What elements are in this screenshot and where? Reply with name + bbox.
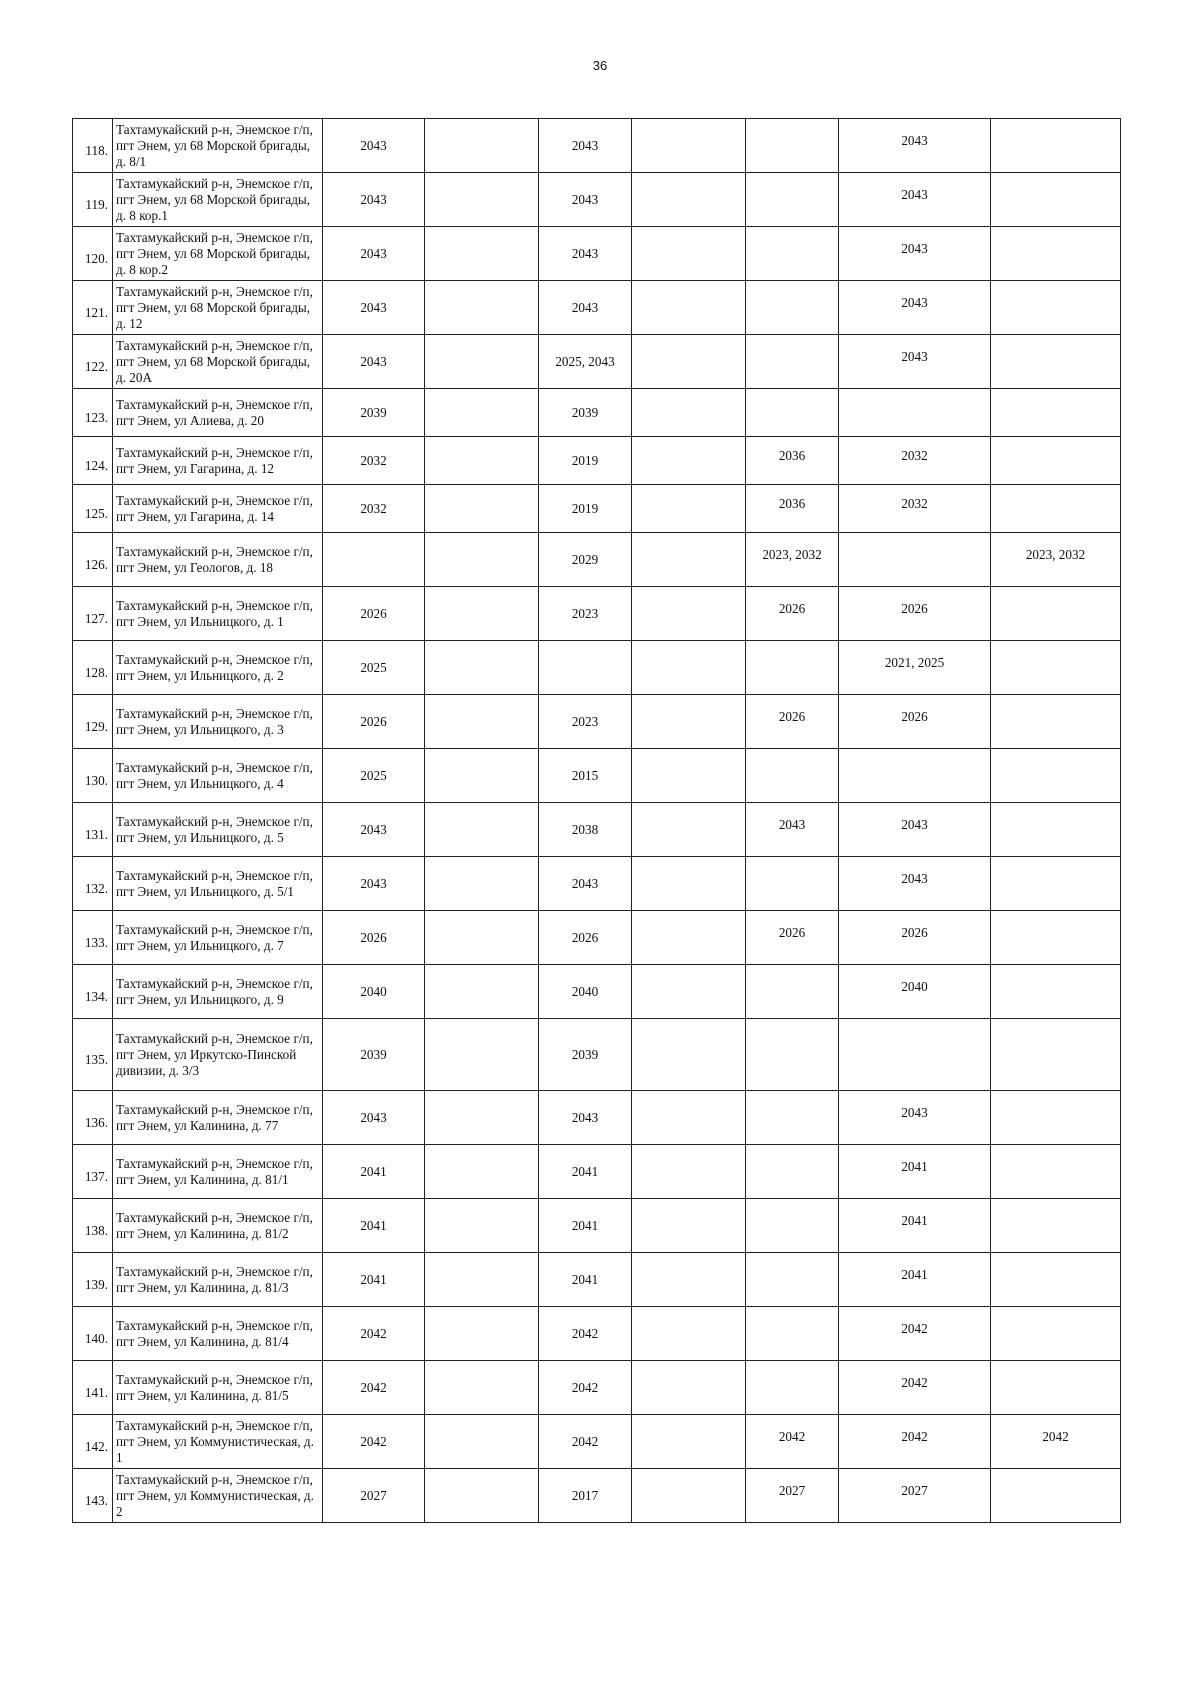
address-cell: Тахтамукайский р-н, Энемское г/п, пгт Энем, ул Ильницкого, д. 9 — [113, 965, 323, 1019]
value-cell-5: 2036 — [746, 485, 839, 533]
row-number-cell: 126. — [73, 533, 113, 587]
row-number-cell: 139. — [73, 1253, 113, 1307]
address-cell: Тахтамукайский р-н, Энемское г/п, пгт Энем, ул Коммунистическая, д. 2 — [113, 1469, 323, 1523]
value-cell-5: 2027 — [746, 1469, 839, 1523]
page-number: 36 — [592, 58, 608, 73]
value-cell-1: 2042 — [323, 1415, 425, 1469]
value-cell-3: 2041 — [539, 1253, 632, 1307]
value-cell-5 — [746, 1361, 839, 1415]
table-row — [73, 911, 1121, 965]
value-cell-3: 2039 — [539, 389, 632, 437]
table-row — [73, 173, 1121, 227]
row-number-cell: 121. — [73, 281, 113, 335]
value-cell-5 — [746, 335, 839, 389]
table-row — [73, 1307, 1121, 1361]
value-cell-7 — [991, 437, 1121, 485]
value-cell-7 — [991, 1091, 1121, 1145]
value-cell-2 — [425, 281, 539, 335]
value-cell-3: 2043 — [539, 1091, 632, 1145]
value-cell-4 — [632, 227, 746, 281]
row-number-cell: 140. — [73, 1307, 113, 1361]
table-row — [73, 749, 1121, 803]
value-cell-1: 2039 — [323, 389, 425, 437]
value-cell-5 — [746, 749, 839, 803]
value-cell-7 — [991, 1361, 1121, 1415]
address-cell: Тахтамукайский р-н, Энемское г/п, пгт Энем, ул Ильницкого, д. 2 — [113, 641, 323, 695]
value-cell-1: 2039 — [323, 1019, 425, 1091]
value-cell-5: 2042 — [746, 1415, 839, 1469]
value-cell-2 — [425, 1415, 539, 1469]
value-cell-5 — [746, 1253, 839, 1307]
value-cell-3: 2043 — [539, 227, 632, 281]
value-cell-5: 2043 — [746, 803, 839, 857]
value-cell-4 — [632, 803, 746, 857]
table-row — [73, 1199, 1121, 1253]
value-cell-2 — [425, 1145, 539, 1199]
address-cell: Тахтамукайский р-н, Энемское г/п, пгт Энем, ул Ильницкого, д. 5 — [113, 803, 323, 857]
address-cell: Тахтамукайский р-н, Энемское г/п, пгт Энем, ул 68 Морской бригады, д. 8 кор.2 — [113, 227, 323, 281]
value-cell-4 — [632, 1307, 746, 1361]
row-number-cell: 132. — [73, 857, 113, 911]
value-cell-6: 2041 — [839, 1145, 991, 1199]
value-cell-5 — [746, 1307, 839, 1361]
value-cell-4 — [632, 1415, 746, 1469]
value-cell-1: 2026 — [323, 695, 425, 749]
table-row — [73, 281, 1121, 335]
value-cell-1: 2043 — [323, 335, 425, 389]
address-cell: Тахтамукайский р-н, Энемское г/п, пгт Энем, ул Иркутско-Пинской дивизии, д. 3/3 — [113, 1019, 323, 1091]
value-cell-7 — [991, 911, 1121, 965]
value-cell-7 — [991, 803, 1121, 857]
address-cell: Тахтамукайский р-н, Энемское г/п, пгт Энем, ул Калинина, д. 81/2 — [113, 1199, 323, 1253]
value-cell-4 — [632, 857, 746, 911]
value-cell-2 — [425, 911, 539, 965]
value-cell-6: 2026 — [839, 695, 991, 749]
value-cell-7 — [991, 389, 1121, 437]
value-cell-5: 2026 — [746, 695, 839, 749]
address-cell: Тахтамукайский р-н, Энемское г/п, пгт Энем, ул 68 Морской бригады, д. 8/1 — [113, 119, 323, 173]
value-cell-6: 2043 — [839, 857, 991, 911]
row-number-cell: 131. — [73, 803, 113, 857]
value-cell-2 — [425, 227, 539, 281]
table-row — [73, 803, 1121, 857]
value-cell-7: 2042 — [991, 1415, 1121, 1469]
row-number-cell: 142. — [73, 1415, 113, 1469]
value-cell-3: 2041 — [539, 1145, 632, 1199]
value-cell-3: 2042 — [539, 1415, 632, 1469]
address-cell: Тахтамукайский р-н, Энемское г/п, пгт Энем, ул 68 Морской бригады, д. 8 кор.1 — [113, 173, 323, 227]
value-cell-6: 2026 — [839, 587, 991, 641]
value-cell-5 — [746, 1091, 839, 1145]
address-cell: Тахтамукайский р-н, Энемское г/п, пгт Энем, ул Геологов, д. 18 — [113, 533, 323, 587]
table-row — [73, 1253, 1121, 1307]
value-cell-1: 2042 — [323, 1361, 425, 1415]
value-cell-7 — [991, 173, 1121, 227]
value-cell-7 — [991, 335, 1121, 389]
value-cell-1: 2043 — [323, 119, 425, 173]
row-number-cell: 123. — [73, 389, 113, 437]
address-cell: Тахтамукайский р-н, Энемское г/п, пгт Энем, ул Калинина, д. 81/1 — [113, 1145, 323, 1199]
value-cell-2 — [425, 749, 539, 803]
value-cell-2 — [425, 1307, 539, 1361]
value-cell-4 — [632, 119, 746, 173]
value-cell-4 — [632, 1199, 746, 1253]
value-cell-5 — [746, 1019, 839, 1091]
value-cell-6 — [839, 1019, 991, 1091]
value-cell-2 — [425, 533, 539, 587]
value-cell-4 — [632, 965, 746, 1019]
value-cell-3: 2026 — [539, 911, 632, 965]
value-cell-7 — [991, 281, 1121, 335]
value-cell-4 — [632, 1019, 746, 1091]
address-cell: Тахтамукайский р-н, Энемское г/п, пгт Энем, ул Ильницкого, д. 5/1 — [113, 857, 323, 911]
value-cell-4 — [632, 749, 746, 803]
value-cell-4 — [632, 1361, 746, 1415]
address-cell: Тахтамукайский р-н, Энемское г/п, пгт Энем, ул Калинина, д. 81/5 — [113, 1361, 323, 1415]
value-cell-2 — [425, 587, 539, 641]
row-number-cell: 120. — [73, 227, 113, 281]
table-body — [73, 119, 1121, 1523]
row-number-cell: 124. — [73, 437, 113, 485]
row-number-cell: 133. — [73, 911, 113, 965]
value-cell-3: 2025, 2043 — [539, 335, 632, 389]
housing-register-table — [72, 118, 1121, 1523]
value-cell-3 — [539, 641, 632, 695]
value-cell-4 — [632, 1091, 746, 1145]
table-row — [73, 119, 1121, 173]
value-cell-3: 2043 — [539, 119, 632, 173]
address-cell: Тахтамукайский р-н, Энемское г/п, пгт Энем, ул Ильницкого, д. 7 — [113, 911, 323, 965]
value-cell-5 — [746, 1145, 839, 1199]
address-cell: Тахтамукайский р-н, Энемское г/п, пгт Энем, ул Калинина, д. 81/4 — [113, 1307, 323, 1361]
address-cell: Тахтамукайский р-н, Энемское г/п, пгт Энем, ул Калинина, д. 81/3 — [113, 1253, 323, 1307]
value-cell-7 — [991, 1307, 1121, 1361]
row-number-cell: 119. — [73, 173, 113, 227]
value-cell-4 — [632, 281, 746, 335]
value-cell-2 — [425, 641, 539, 695]
value-cell-6: 2043 — [839, 281, 991, 335]
value-cell-5 — [746, 965, 839, 1019]
value-cell-7 — [991, 587, 1121, 641]
value-cell-7 — [991, 1469, 1121, 1523]
value-cell-6 — [839, 389, 991, 437]
value-cell-4 — [632, 587, 746, 641]
address-cell: Тахтамукайский р-н, Энемское г/п, пгт Энем, ул Алиева, д. 20 — [113, 389, 323, 437]
value-cell-4 — [632, 1145, 746, 1199]
value-cell-3: 2019 — [539, 485, 632, 533]
value-cell-3: 2043 — [539, 173, 632, 227]
table-row — [73, 857, 1121, 911]
value-cell-2 — [425, 485, 539, 533]
value-cell-7 — [991, 1019, 1121, 1091]
value-cell-1: 2041 — [323, 1199, 425, 1253]
row-number-cell: 136. — [73, 1091, 113, 1145]
value-cell-5 — [746, 227, 839, 281]
table-row — [73, 485, 1121, 533]
value-cell-1: 2043 — [323, 1091, 425, 1145]
value-cell-1 — [323, 533, 425, 587]
value-cell-6: 2043 — [839, 1091, 991, 1145]
table-row — [73, 695, 1121, 749]
table-row — [73, 389, 1121, 437]
value-cell-2 — [425, 1253, 539, 1307]
value-cell-6: 2026 — [839, 911, 991, 965]
value-cell-1: 2043 — [323, 857, 425, 911]
table-row — [73, 1415, 1121, 1469]
value-cell-1: 2043 — [323, 227, 425, 281]
row-number-cell: 143. — [73, 1469, 113, 1523]
table-row — [73, 1091, 1121, 1145]
value-cell-6: 2032 — [839, 485, 991, 533]
value-cell-2 — [425, 695, 539, 749]
value-cell-4 — [632, 641, 746, 695]
value-cell-4 — [632, 1253, 746, 1307]
value-cell-7 — [991, 1145, 1121, 1199]
value-cell-7 — [991, 749, 1121, 803]
value-cell-3: 2023 — [539, 695, 632, 749]
address-cell: Тахтамукайский р-н, Энемское г/п, пгт Энем, ул Гагарина, д. 12 — [113, 437, 323, 485]
value-cell-1: 2042 — [323, 1307, 425, 1361]
value-cell-3: 2029 — [539, 533, 632, 587]
row-number-cell: 129. — [73, 695, 113, 749]
value-cell-2 — [425, 1199, 539, 1253]
value-cell-5 — [746, 641, 839, 695]
row-number-cell: 130. — [73, 749, 113, 803]
table-row — [73, 587, 1121, 641]
value-cell-6: 2041 — [839, 1253, 991, 1307]
value-cell-4 — [632, 533, 746, 587]
value-cell-3: 2041 — [539, 1199, 632, 1253]
address-cell: Тахтамукайский р-н, Энемское г/п, пгт Энем, ул Гагарина, д. 14 — [113, 485, 323, 533]
value-cell-6: 2040 — [839, 965, 991, 1019]
row-number-cell: 134. — [73, 965, 113, 1019]
value-cell-1: 2043 — [323, 803, 425, 857]
value-cell-5: 2036 — [746, 437, 839, 485]
value-cell-7 — [991, 119, 1121, 173]
table-row — [73, 1361, 1121, 1415]
value-cell-3: 2042 — [539, 1307, 632, 1361]
value-cell-7 — [991, 857, 1121, 911]
value-cell-5 — [746, 389, 839, 437]
value-cell-5 — [746, 857, 839, 911]
value-cell-5 — [746, 281, 839, 335]
row-number-cell: 135. — [73, 1019, 113, 1091]
value-cell-1: 2040 — [323, 965, 425, 1019]
value-cell-1: 2041 — [323, 1253, 425, 1307]
value-cell-1: 2032 — [323, 437, 425, 485]
value-cell-7 — [991, 695, 1121, 749]
value-cell-1: 2043 — [323, 281, 425, 335]
value-cell-6: 2043 — [839, 335, 991, 389]
value-cell-3: 2042 — [539, 1361, 632, 1415]
table-row — [73, 227, 1121, 281]
value-cell-1: 2043 — [323, 173, 425, 227]
value-cell-5: 2026 — [746, 911, 839, 965]
table-row — [73, 965, 1121, 1019]
value-cell-7: 2023, 2032 — [991, 533, 1121, 587]
value-cell-4 — [632, 173, 746, 227]
address-cell: Тахтамукайский р-н, Энемское г/п, пгт Энем, ул 68 Морской бригады, д. 12 — [113, 281, 323, 335]
address-cell: Тахтамукайский р-н, Энемское г/п, пгт Энем, ул Ильницкого, д. 4 — [113, 749, 323, 803]
value-cell-7 — [991, 965, 1121, 1019]
address-cell: Тахтамукайский р-н, Энемское г/п, пгт Энем, ул Ильницкого, д. 3 — [113, 695, 323, 749]
value-cell-5 — [746, 1199, 839, 1253]
value-cell-2 — [425, 1019, 539, 1091]
table-row — [73, 1019, 1121, 1091]
value-cell-6: 2032 — [839, 437, 991, 485]
value-cell-6: 2021, 2025 — [839, 641, 991, 695]
value-cell-1: 2041 — [323, 1145, 425, 1199]
value-cell-4 — [632, 485, 746, 533]
value-cell-6: 2042 — [839, 1415, 991, 1469]
value-cell-2 — [425, 335, 539, 389]
table-row — [73, 335, 1121, 389]
value-cell-2 — [425, 119, 539, 173]
value-cell-3: 2023 — [539, 587, 632, 641]
value-cell-2 — [425, 857, 539, 911]
value-cell-3: 2040 — [539, 965, 632, 1019]
value-cell-2 — [425, 965, 539, 1019]
address-cell: Тахтамукайский р-н, Энемское г/п, пгт Энем, ул Калинина, д. 77 — [113, 1091, 323, 1145]
value-cell-1: 2032 — [323, 485, 425, 533]
value-cell-3: 2039 — [539, 1019, 632, 1091]
row-number-cell: 137. — [73, 1145, 113, 1199]
table-row — [73, 533, 1121, 587]
table-row — [73, 437, 1121, 485]
row-number-cell: 138. — [73, 1199, 113, 1253]
value-cell-6 — [839, 749, 991, 803]
value-cell-4 — [632, 437, 746, 485]
value-cell-1: 2026 — [323, 911, 425, 965]
row-number-cell: 128. — [73, 641, 113, 695]
row-number-cell: 141. — [73, 1361, 113, 1415]
value-cell-7 — [991, 641, 1121, 695]
value-cell-2 — [425, 1091, 539, 1145]
value-cell-1: 2025 — [323, 749, 425, 803]
table-row — [73, 1145, 1121, 1199]
value-cell-6: 2043 — [839, 803, 991, 857]
value-cell-5 — [746, 173, 839, 227]
value-cell-3: 2038 — [539, 803, 632, 857]
value-cell-2 — [425, 389, 539, 437]
row-number-cell: 118. — [73, 119, 113, 173]
value-cell-6: 2043 — [839, 173, 991, 227]
value-cell-7 — [991, 1253, 1121, 1307]
value-cell-4 — [632, 335, 746, 389]
address-cell: Тахтамукайский р-н, Энемское г/п, пгт Энем, ул Ильницкого, д. 1 — [113, 587, 323, 641]
value-cell-2 — [425, 803, 539, 857]
value-cell-3: 2015 — [539, 749, 632, 803]
value-cell-4 — [632, 695, 746, 749]
value-cell-4 — [632, 1469, 746, 1523]
table-row — [73, 1469, 1121, 1523]
value-cell-4 — [632, 389, 746, 437]
value-cell-5: 2026 — [746, 587, 839, 641]
value-cell-2 — [425, 437, 539, 485]
value-cell-4 — [632, 911, 746, 965]
value-cell-3: 2043 — [539, 281, 632, 335]
row-number-cell: 125. — [73, 485, 113, 533]
value-cell-6: 2041 — [839, 1199, 991, 1253]
value-cell-6: 2042 — [839, 1361, 991, 1415]
value-cell-6: 2042 — [839, 1307, 991, 1361]
value-cell-6: 2043 — [839, 227, 991, 281]
table-row — [73, 641, 1121, 695]
value-cell-5: 2023, 2032 — [746, 533, 839, 587]
value-cell-3: 2019 — [539, 437, 632, 485]
row-number-cell: 127. — [73, 587, 113, 641]
value-cell-2 — [425, 173, 539, 227]
value-cell-6: 2027 — [839, 1469, 991, 1523]
value-cell-7 — [991, 227, 1121, 281]
value-cell-3: 2043 — [539, 857, 632, 911]
address-cell: Тахтамукайский р-н, Энемское г/п, пгт Энем, ул Коммунистическая, д. 1 — [113, 1415, 323, 1469]
value-cell-7 — [991, 485, 1121, 533]
value-cell-2 — [425, 1469, 539, 1523]
value-cell-1: 2025 — [323, 641, 425, 695]
value-cell-5 — [746, 119, 839, 173]
value-cell-6: 2043 — [839, 119, 991, 173]
row-number-cell: 122. — [73, 335, 113, 389]
value-cell-6 — [839, 533, 991, 587]
value-cell-1: 2027 — [323, 1469, 425, 1523]
value-cell-1: 2026 — [323, 587, 425, 641]
address-cell: Тахтамукайский р-н, Энемское г/п, пгт Энем, ул 68 Морской бригады, д. 20А — [113, 335, 323, 389]
value-cell-3: 2017 — [539, 1469, 632, 1523]
value-cell-7 — [991, 1199, 1121, 1253]
value-cell-2 — [425, 1361, 539, 1415]
